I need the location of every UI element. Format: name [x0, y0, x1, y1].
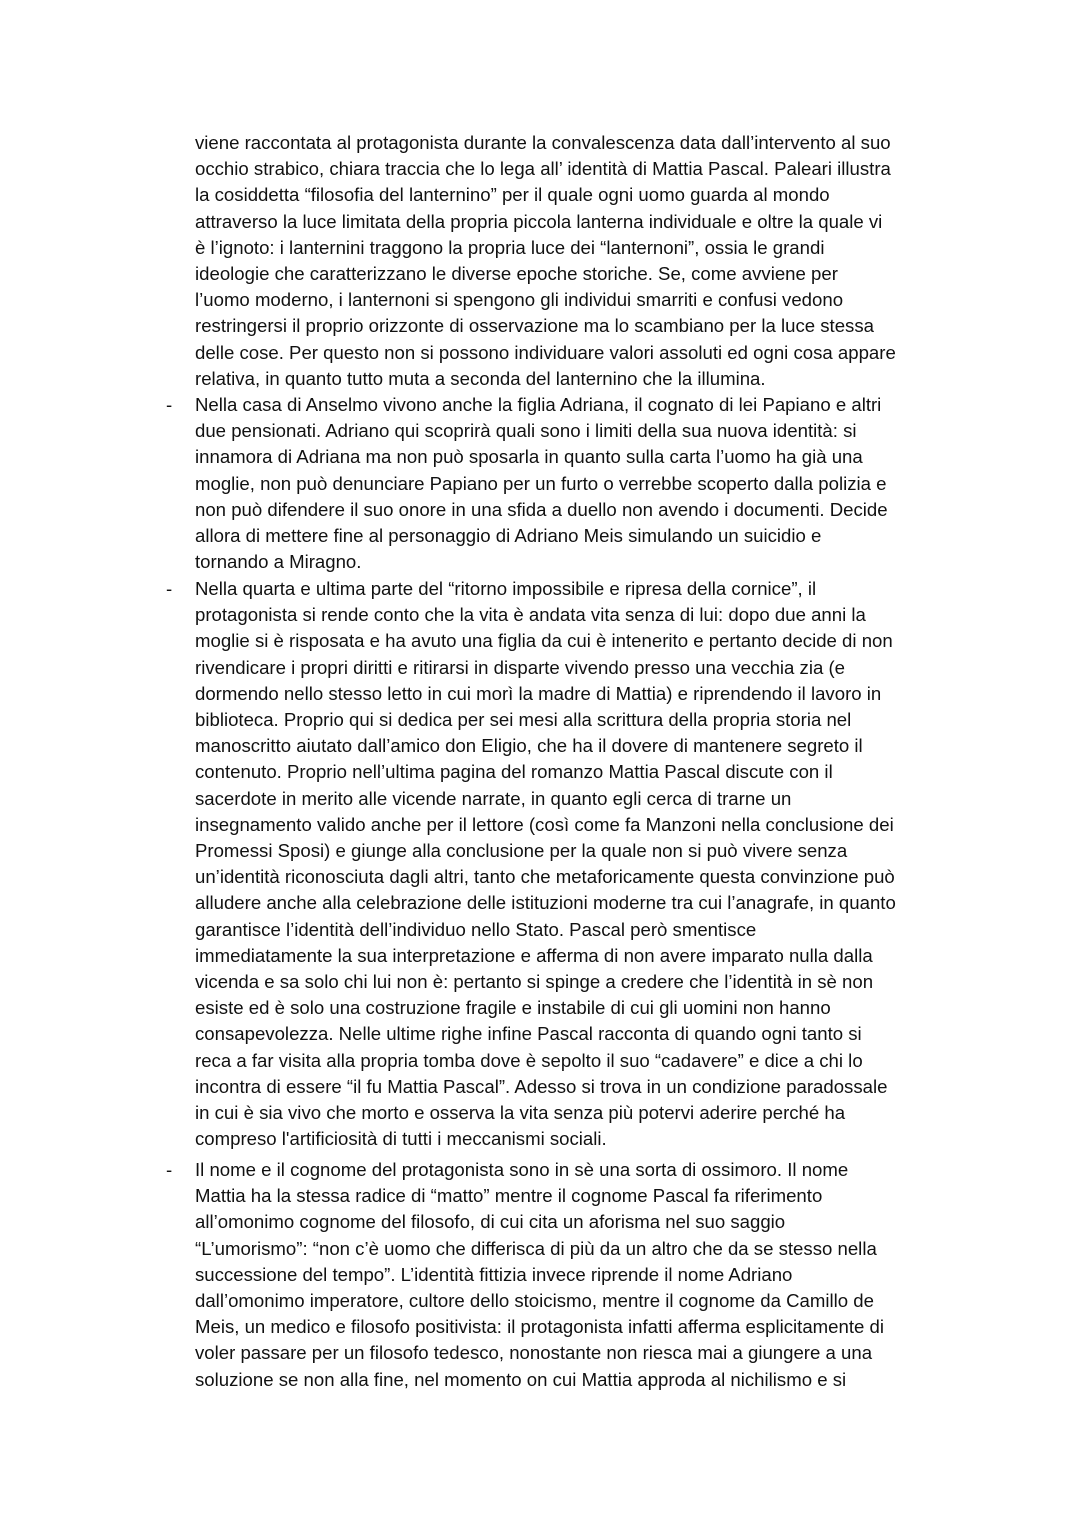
bullet-marker: -: [166, 1159, 173, 1180]
bullet-marker: -: [166, 578, 173, 599]
bullet-paragraph-ritorno: Nella quarta e ultima parte del “ritorno impossibile e ripresa della cornice”, il protagonista si rende conto che la vita è andata vita senza di lui: dopo due anni la moglie si è risposata e ha avuto una figlia da cui è intenerito e pertanto decide di non rivendicare i propri diritti e ritirarsi in disparte vivendo presso una vecchia zia (e dormendo nello stesso letto in cui morì la madre di Mattia) e riprendendo il lavoro in biblioteca. Proprio qui si dedica per sei mesi alla scrittura della propria storia nel manoscritto aiutato dall’amico don Eligio, che ha il dovere di mantenere segreto il contenuto. Proprio nell’ultima pagina del romanzo Mattia Pascal discute con il sacerdote in merito alle vicende narrate, in quanto egli cerca di trarne un insegnamento valido anche per il lettore (così come fa Manzoni nella conclusione dei Promessi Sposi) e giunge alla conclusione per la quale non si può vivere senza un’identità riconosciuta dagli altri, tanto che metaforicamente questa convinzione può alludere anche alla celebrazione delle istituzioni moderne tra cui l’anagrafe, in quanto garantisce l’identità dell’individuo nello Stato. Pascal però smentisce immediatamente la sua interpretazione e afferma di non avere imparato nulla dalla vicenda e sa solo chi lui non è: pertanto si spinge a credere che l’identità in sè non esiste ed è solo una costruzione fragile e instabile di cui gli uomini non hanno consapevolezza. Nelle ultime righe infine Pascal racconta di quando ogni tanto si reca a far visita alla propria tomba dove è sepolto il suo “cadavere” e dice a chi lo incontra di essere “il fu Mattia Pascal”. Adesso si trova in un condizione paradossale in cui è sia vivo che morto e osserva la vita senza più potervi aderire perché ha compreso l'artificiosità di tutti i meccanismi sociali.: [195, 578, 896, 1150]
intro-paragraph: viene raccontata al protagonista durante la convalescenza data dall’intervento al suo occhio strabico, chiara traccia che lo lega all’ identità di Mattia Pascal. Paleari illustra la cosiddetta “filosofia del lanternino” per il quale ogni uomo guarda al mondo attraverso la luce limitata della propria piccola lanterna individuale e oltre la quale vi è l’ignoto: i lanternini traggono la propria luce dei “lanternoni”, ossia le grandi ideologie che caratterizzano le diverse epoche storiche. Se, come avviene per l’uomo moderno, i lanternoni si spengono gli individui smarriti e confusi vedono restringersi il proprio orizzonte di osservazione ma lo scambiano per la luce stessa delle cose. Per questo non si possono individuare valori assoluti ed ogni cosa appare relativa, in quanto tutto muta a seconda del lanternino che la illumina.: [195, 132, 896, 389]
bullet-marker: -: [166, 394, 173, 415]
bullet-paragraph-anselmo: Nella casa di Anselmo vivono anche la figlia Adriana, il cognato di lei Papiano e altri due pensionati. Adriano qui scoprirà quali sono i limiti della sua nuova identità: si innamora di Adriana ma non può sposarla in quanto sulla carta l’uomo ha già una moglie, non può denunciare Papiano per un furto o verrebbe scoperto dalla polizia e non può difendere il suo onore in una sfida a duello non avendo i documenti. Decide allora di mettere fine al personaggio di Adriano Meis simulando un suicidio e tornando a Miragno.: [195, 394, 888, 573]
bullet-paragraph-nome: Il nome e il cognome del protagonista sono in sè una sorta di ossimoro. Il nome Mattia ha la stessa radice di “matto” mentre il cognome Pascal fa riferimento all’omonimo cognome del filosofo, di cui cita un aforisma nel suo saggio “L’umorismo”: “non c’è uomo che differisca di più da un altro che da se stesso nella successione del tempo”. L’identità fittizia invece riprende il nome Adriano dall’omonimo imperatore, cultore dello stoicismo, mentre il cognome da Camillo de Meis, un medico e filosofo positivista: il protagonista infatti afferma esplicitamente di voler passare per un filosofo tedesco, nonostante non riesca mai a giungere a una soluzione se non alla fine, nel momento on cui Mattia approda al nichilismo e si: [195, 1159, 884, 1390]
